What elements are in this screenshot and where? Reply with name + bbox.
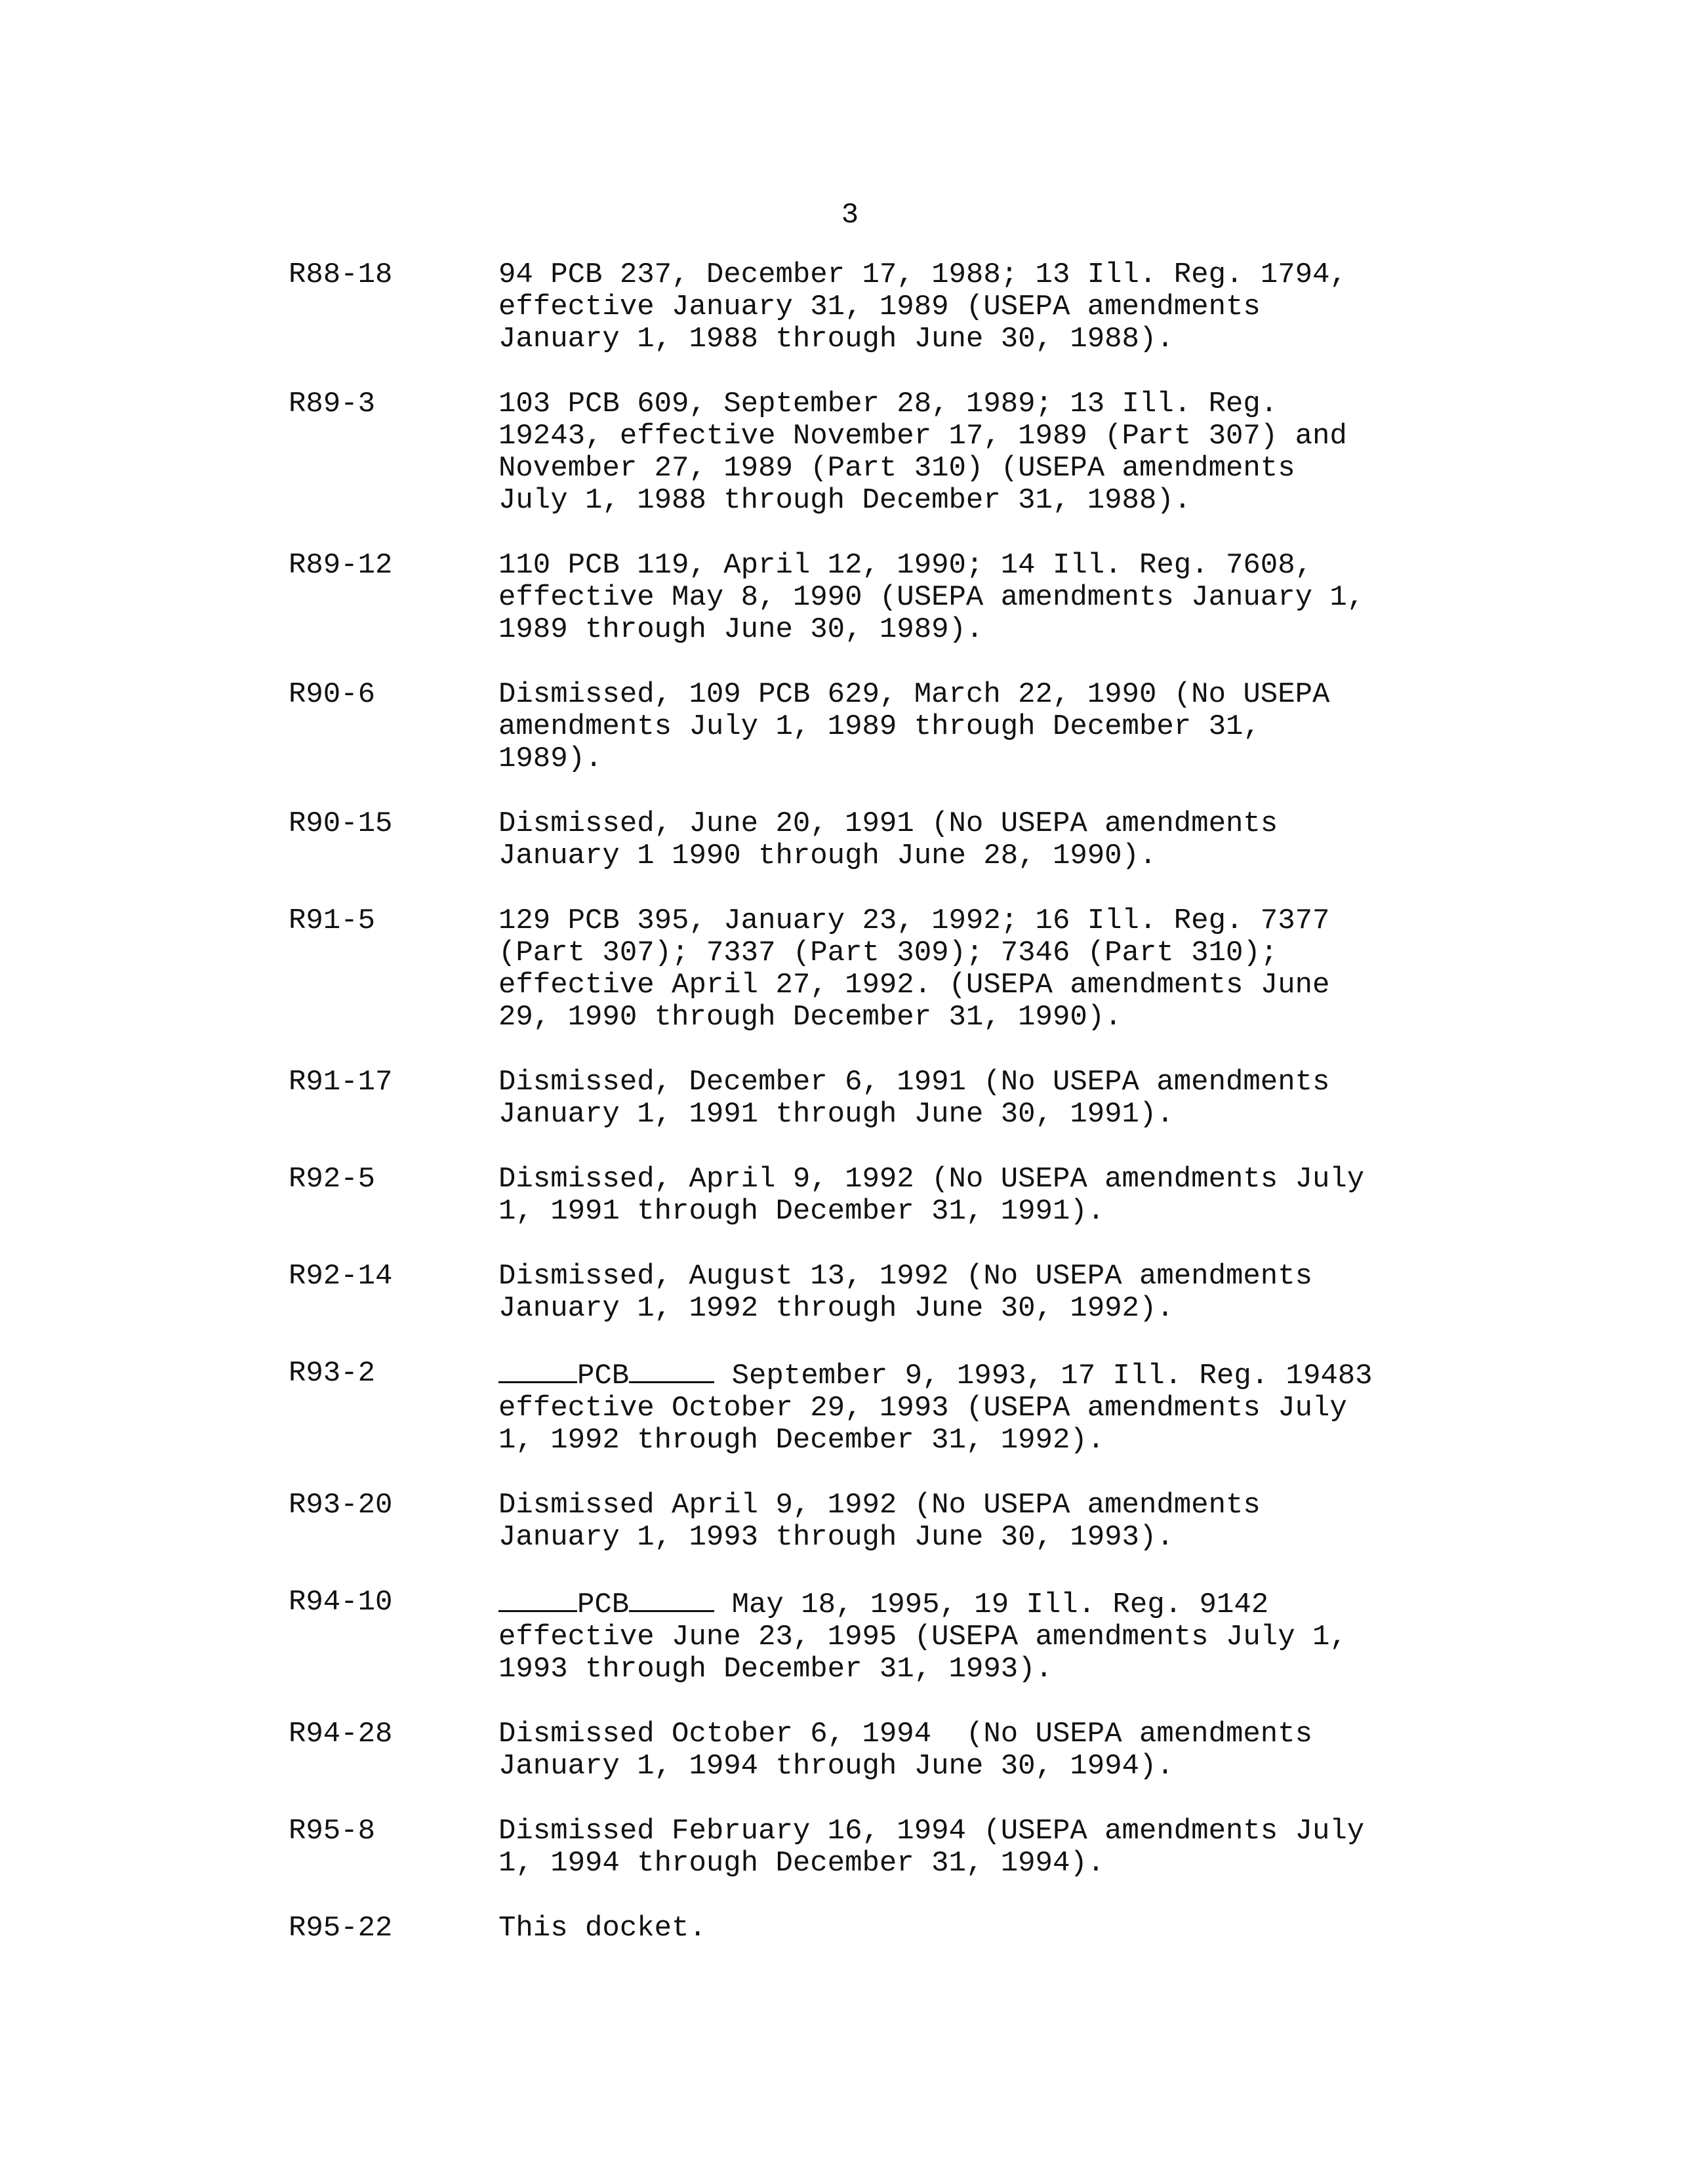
docket-number: R94-10 bbox=[289, 1586, 393, 1619]
docket-number: R95-8 bbox=[289, 1815, 376, 1848]
docket-description bbox=[498, 1066, 1554, 1131]
description-line: 1989). bbox=[498, 742, 603, 775]
blank-line bbox=[629, 1358, 714, 1383]
docket-entry bbox=[289, 808, 1554, 872]
docket-description bbox=[498, 1912, 1554, 1945]
docket-number: R94-28 bbox=[289, 1718, 393, 1750]
description-line: 19243, effective November 17, 1989 (Part 307) and bbox=[498, 420, 1347, 453]
docket-description bbox=[498, 905, 1554, 1034]
description-line: Dismissed, December 6, 1991 (No USEPA amendments bbox=[498, 1066, 1330, 1099]
blank-label: PCB bbox=[577, 1360, 630, 1392]
docket-entry bbox=[289, 550, 1554, 646]
description-line: effective October 29, 1993 (USEPA amendments July bbox=[498, 1392, 1347, 1425]
description-text: September 9, 1993, 17 Ill. Reg. 19483 bbox=[714, 1360, 1373, 1392]
description-line: 1993 through December 31, 1993). bbox=[498, 1653, 1053, 1686]
description-line: (Part 307); 7337 (Part 309); 7346 (Part 310); bbox=[498, 937, 1278, 969]
docket-number: R92-5 bbox=[289, 1163, 376, 1196]
docket-description bbox=[498, 808, 1554, 872]
description-line: Dismissed April 9, 1992 (No USEPA amendments bbox=[498, 1489, 1261, 1522]
docket-number: R91-5 bbox=[289, 904, 376, 937]
description-line: November 27, 1989 (Part 310) (USEPA amendments bbox=[498, 452, 1295, 485]
description-line: Dismissed, August 13, 1992 (No USEPA amendments bbox=[498, 1260, 1313, 1293]
docket-entry bbox=[289, 1066, 1554, 1131]
docket-description bbox=[498, 1815, 1554, 1880]
description-line: January 1, 1991 through June 30, 1991). bbox=[498, 1098, 1174, 1131]
docket-entry bbox=[289, 679, 1554, 775]
docket-number: R93-20 bbox=[289, 1489, 393, 1522]
description-line: 129 PCB 395, January 23, 1992; 16 Ill. Reg. 7377 bbox=[498, 904, 1330, 937]
description-line-with-blanks bbox=[498, 1358, 1554, 1392]
description-line: Dismissed October 6, 1994 (No USEPA amendments bbox=[498, 1718, 1313, 1750]
description-line: effective May 8, 1990 (USEPA amendments January 1, bbox=[498, 581, 1365, 614]
docket-number: R88-18 bbox=[289, 258, 393, 291]
description-line: effective January 31, 1989 (USEPA amendments bbox=[498, 291, 1261, 323]
description-line: effective April 27, 1992. (USEPA amendments June bbox=[498, 969, 1330, 1001]
description-line-with-blanks bbox=[498, 1587, 1554, 1621]
blank-line bbox=[629, 1587, 714, 1612]
docket-description bbox=[498, 259, 1554, 355]
description-line: January 1 1990 through June 28, 1990). bbox=[498, 839, 1157, 872]
description-line: January 1, 1993 through June 30, 1993). bbox=[498, 1521, 1174, 1554]
description-line: 1, 1992 through December 31, 1992). bbox=[498, 1424, 1105, 1457]
page-number: 3 bbox=[841, 199, 859, 232]
docket-number: R95-22 bbox=[289, 1912, 393, 1945]
docket-list bbox=[289, 259, 1554, 1977]
description-line: January 1, 1994 through June 30, 1994). bbox=[498, 1750, 1174, 1783]
description-line: 1, 1991 through December 31, 1991). bbox=[498, 1195, 1105, 1228]
docket-number: R89-3 bbox=[289, 388, 376, 420]
blank-line bbox=[498, 1587, 577, 1612]
blank-line bbox=[498, 1358, 577, 1383]
docket-entry bbox=[289, 1261, 1554, 1325]
description-line: Dismissed February 16, 1994 (USEPA amendments July bbox=[498, 1815, 1365, 1848]
docket-description bbox=[498, 1163, 1554, 1228]
docket-number: R90-15 bbox=[289, 807, 393, 840]
docket-entry bbox=[289, 1815, 1554, 1880]
docket-entry bbox=[289, 1358, 1554, 1457]
docket-number: R93-2 bbox=[289, 1357, 376, 1390]
docket-number: R92-14 bbox=[289, 1260, 393, 1293]
docket-description bbox=[498, 550, 1554, 646]
docket-description bbox=[498, 1489, 1554, 1554]
docket-entry bbox=[289, 1163, 1554, 1228]
docket-entry bbox=[289, 905, 1554, 1034]
description-line: This docket. bbox=[498, 1912, 706, 1945]
description-line: 1, 1994 through December 31, 1994). bbox=[498, 1847, 1105, 1880]
description-line: 29, 1990 through December 31, 1990). bbox=[498, 1001, 1122, 1034]
description-line: amendments July 1, 1989 through December 31, bbox=[498, 710, 1261, 743]
blank-label: PCB bbox=[577, 1588, 630, 1621]
docket-entry bbox=[289, 388, 1554, 517]
description-line: 103 PCB 609, September 28, 1989; 13 Ill. Reg. bbox=[498, 388, 1278, 420]
description-text: May 18, 1995, 19 Ill. Reg. 9142 bbox=[714, 1588, 1269, 1621]
description-line: 110 PCB 119, April 12, 1990; 14 Ill. Reg. 7608, bbox=[498, 549, 1313, 582]
description-line: Dismissed, April 9, 1992 (No USEPA amendments July bbox=[498, 1163, 1365, 1196]
description-line: 94 PCB 237, December 17, 1988; 13 Ill. Reg. 1794, bbox=[498, 258, 1347, 291]
description-line: July 1, 1988 through December 31, 1988). bbox=[498, 484, 1192, 517]
description-line: Dismissed, 109 PCB 629, March 22, 1990 (No USEPA bbox=[498, 678, 1330, 711]
docket-number: R90-6 bbox=[289, 678, 376, 711]
description-line: January 1, 1988 through June 30, 1988). bbox=[498, 323, 1174, 355]
docket-description bbox=[498, 679, 1554, 775]
docket-number: R91-17 bbox=[289, 1066, 393, 1099]
description-line: 1989 through June 30, 1989). bbox=[498, 613, 984, 646]
description-line: effective June 23, 1995 (USEPA amendments July 1, bbox=[498, 1621, 1347, 1653]
docket-entry bbox=[289, 259, 1554, 355]
docket-entry bbox=[289, 1718, 1554, 1783]
docket-entry bbox=[289, 1912, 1554, 1945]
docket-description bbox=[498, 1587, 1554, 1686]
docket-number: R89-12 bbox=[289, 549, 393, 582]
docket-entry bbox=[289, 1587, 1554, 1686]
docket-description bbox=[498, 1261, 1554, 1325]
docket-description bbox=[498, 1358, 1554, 1457]
docket-entry bbox=[289, 1489, 1554, 1554]
description-line: January 1, 1992 through June 30, 1992). bbox=[498, 1292, 1174, 1325]
docket-description bbox=[498, 388, 1554, 517]
docket-description bbox=[498, 1718, 1554, 1783]
description-line: Dismissed, June 20, 1991 (No USEPA amendments bbox=[498, 807, 1278, 840]
